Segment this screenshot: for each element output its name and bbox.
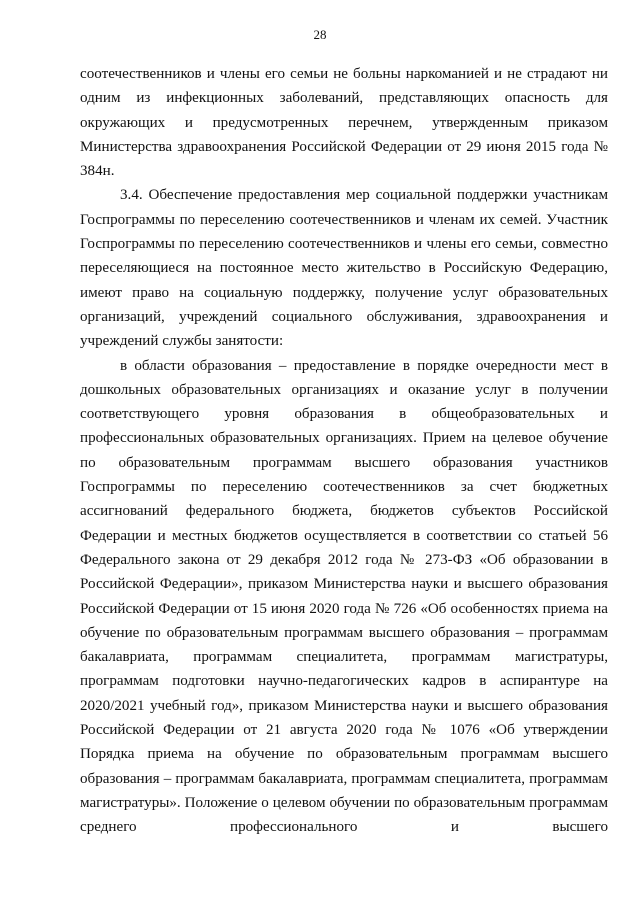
paragraph-education: в области образования – предоставление в порядке очередности мест в дошкольных образовательных организациях и оказание услуг в получении соответствующего уровня образования в общеобразовательных и профессиональных образовательных организациях. Прием на целевое обучение по образовательным программам высшего образования участников Госпрограммы по переселению соотечественников за счет бюджетных ассигнований федерального бюджета, бюджетов субъектов Российской Федерации и местных бюджетов осуществляется в соответствии со статьей 56 Федерального закона от 29 декабря 2012 года № 273-ФЗ «Об образовании в Российской Федерации», приказом Министерства науки и высшего образования Российской Федерации от 15 июня 2020 года № 726 «Об особенностях приема на обучение по образовательным программам высшего образования – программам бакалавриата, программам специалитета, программам магистратуры, программам подготовки научно-педагогических кадров в аспирантуре на 2020/2021 учебный год», приказом Министерства науки и высшего образования Российской Федерации от 21 августа 2020 года № 1076 «Об утверждении Порядка приема на обучение по образовательным программам высшего образования – программам бакалавриата, программам специалитета, программам магистратуры». Положение о целевом обучении по образовательным программам среднего профессионального и высшего (80, 357, 608, 836)
paragraph-continuation: соотечественников и члены его семьи не больны наркоманией и не страдают ни одним из инфекционных заболеваний, представляющих опасность для окружающих и предусмотренных перечнем, утвержденным приказом Министерства здравоохранения Российской Федерации от 29 июня 2015 года № 384н. (80, 66, 608, 180)
document-body (80, 62, 608, 840)
page-number: 28 (313, 27, 327, 42)
paragraph-section-3-4: 3.4. Обеспечение предоставления мер социальной поддержки участникам Госпрограммы по переселению соотечественников и членам их семей. Участник Госпрограммы по переселению соотечественников и члены его семьи, совместно переселяющиеся на постоянное место жительство в Российскую Федерацию, имеют право на социальную поддержку, получение услуг образовательных организаций, учреждений социального обслуживания, здравоохранения и учреждений службы занятости: (80, 187, 608, 350)
